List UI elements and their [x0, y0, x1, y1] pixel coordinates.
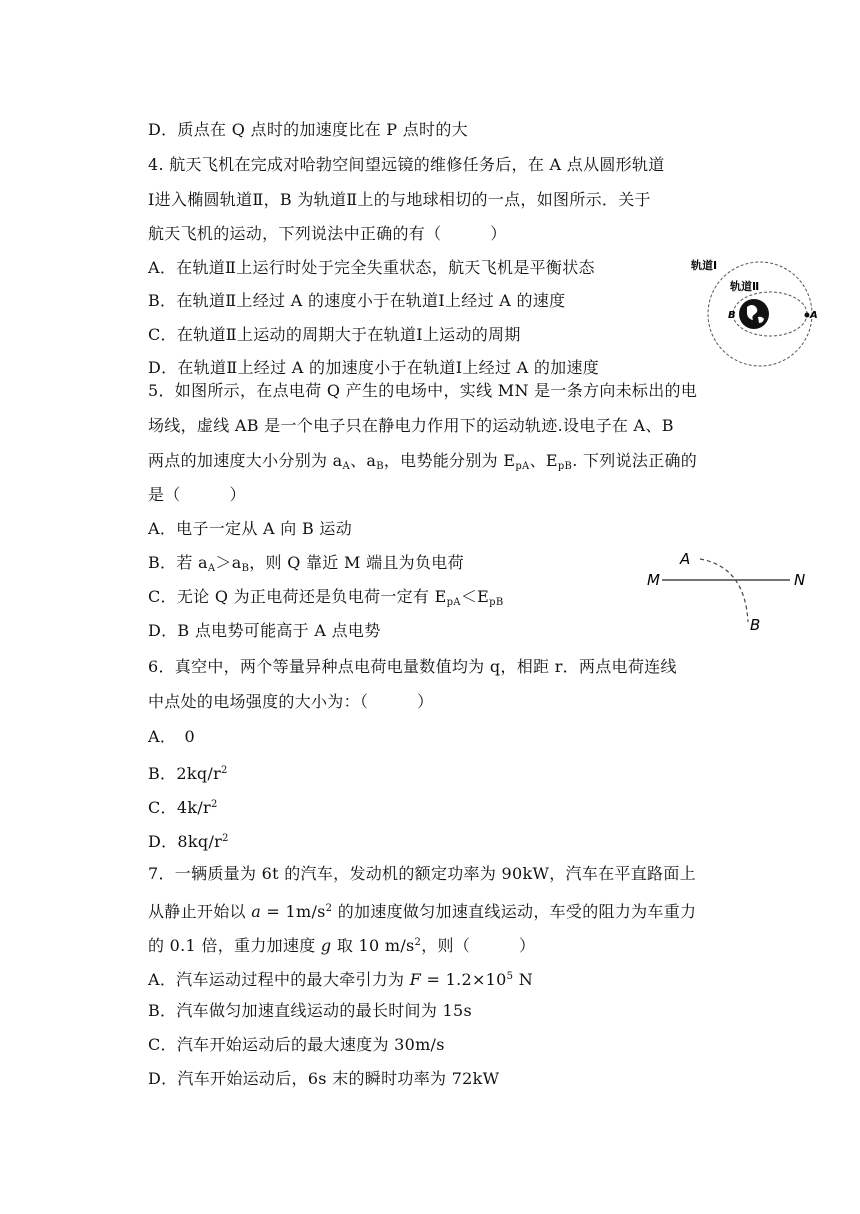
- point-a-marker: [805, 313, 810, 318]
- orbit-1-label: 轨道Ⅰ: [691, 259, 718, 272]
- q6-option-a: A． 0: [148, 727, 195, 746]
- point-m-label: M: [647, 571, 660, 589]
- point-b-label: B: [728, 310, 736, 321]
- q7-stem-line-3: 的 0.1 倍，重力加速度 g 取 10 $m/s^2$，则（ ）: [148, 936, 536, 955]
- q7-stem-line-1: 7．一辆质量为 6t 的汽车，发动机的额定功率为 90kW，汽车在平直路面上: [148, 864, 696, 883]
- q6-stem-line-2: 中点处的电场强度的大小为：（ ）: [148, 692, 434, 711]
- q7-stem-line-2: 从静止开始以 $a = 1m/s^2$ 的加速度做匀加速直线运动，车受的阻力为车重力: [148, 902, 697, 921]
- q4-stem-line-3: 航天飞机的运动，下列说法中正确的有（ ）: [148, 224, 507, 243]
- q5-option-a: A．电子一定从 A 向 B 运动: [148, 519, 353, 538]
- point-a-label: A: [680, 550, 691, 568]
- q4-stem-line-2: Ⅰ进入椭圆轨道Ⅱ，B 为轨道Ⅱ上的与地球相切的一点，如图所示．关于: [148, 190, 651, 209]
- q6-stem-line-1: 6．真空中，两个等量异种点电荷电量数值均为 q，相距 r．两点电荷连线: [148, 657, 677, 676]
- q7-option-d: D．汽车开始运动后，6s 末的瞬时功率为 72kW: [148, 1069, 500, 1088]
- field-line-diagram: [640, 542, 820, 634]
- q5-option-c: C．无论 Q 为正电荷还是负电荷一定有 $E_{pA}<E_{pB}$: [148, 587, 504, 608]
- orbit-2-label: 轨道Ⅱ: [730, 280, 760, 293]
- q7-option-c: C．汽车开始运动后的最大速度为 30m/s: [148, 1035, 445, 1054]
- q5-stem-line-4: 是（ ）: [148, 485, 246, 504]
- q7-option-b: B．汽车做匀加速直线运动的最长时间为 15s: [148, 1001, 473, 1020]
- q6-option-c: C．$4k/r^2$: [148, 798, 218, 817]
- q7-option-a: A．汽车运动过程中的最大牵引力为 $F = 1.2\times 10^5$ N: [148, 970, 534, 989]
- trajectory-ab: [700, 559, 748, 622]
- q5-stem-line-3: 两点的加速度大小分别为 $a_A$、$a_B$，电势能分别为 $E_{pA}$、$E_{pB}$. 下列说法正确的: [148, 451, 698, 472]
- orbit-diagram: [690, 255, 830, 375]
- q5-stem-line-1: 5．如图所示，在点电荷 Q 产生的电场中，实线 MN 是一条方向未标出的电: [148, 381, 698, 400]
- q4-option-c: C．在轨道Ⅱ上运动的周期大于在轨道Ⅰ上运动的周期: [148, 325, 521, 344]
- q5-option-d: D．B 点电势可能高于 A 点电势: [148, 621, 381, 640]
- q5-stem-line-2: 场线，虚线 AB 是一个电子只在静电力作用下的运动轨迹.设电子在 A、B: [148, 416, 674, 435]
- point-a-label: A: [810, 310, 818, 321]
- q6-option-d: D．$8kq/r^2$: [148, 832, 229, 851]
- q4-stem-line-1: 4. 航天飞机在完成对哈勃空间望远镜的维修任务后，在 A 点从圆形轨道: [148, 155, 665, 174]
- q4-option-b: B．在轨道Ⅱ上经过 A 的速度小于在轨道Ⅰ上经过 A 的速度: [148, 291, 566, 310]
- point-b-label: B: [750, 616, 761, 634]
- q3-option-d: D．质点在 Q 点时的加速度比在 P 点时的大: [148, 120, 468, 139]
- q5-option-b: B．若 $a_A>a_B$，则 Q 靠近 M 端且为负电荷: [148, 553, 464, 574]
- q4-option-d: D．在轨道Ⅱ上经过 A 的加速度小于在轨道Ⅰ上经过 A 的加速度: [148, 358, 600, 377]
- q6-option-b: B．$2kq/r^2$: [148, 764, 228, 783]
- point-n-label: N: [794, 571, 806, 589]
- q4-option-a: A．在轨道Ⅱ上运行时处于完全失重状态，航天飞机是平衡状态: [148, 258, 595, 277]
